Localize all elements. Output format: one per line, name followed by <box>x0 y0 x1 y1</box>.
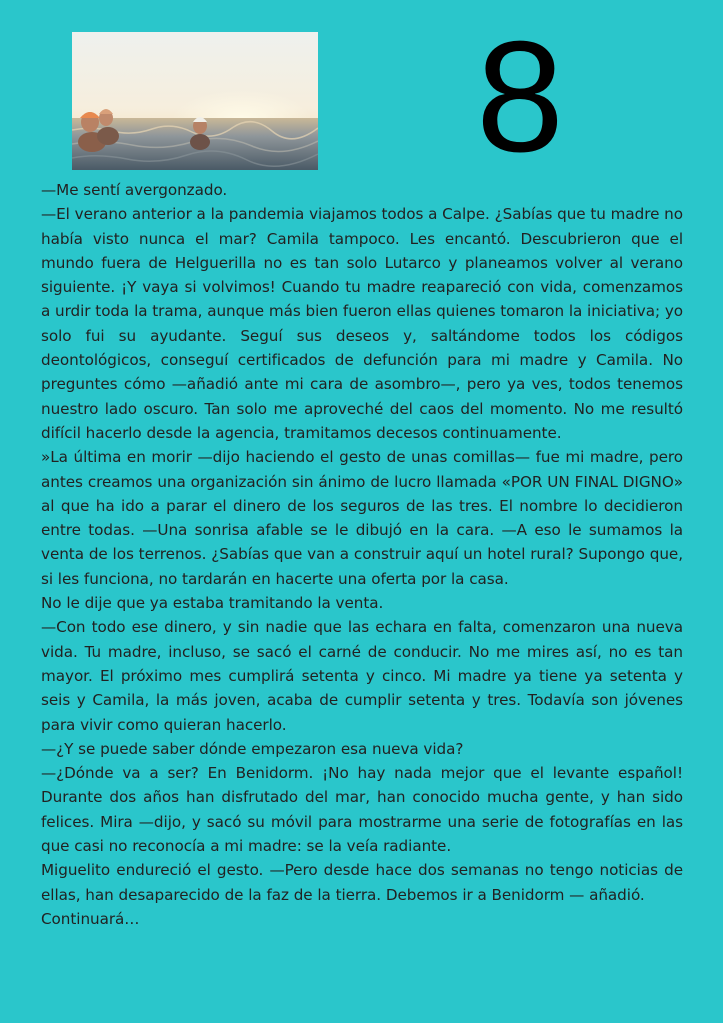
paragraph: —Con todo ese dinero, y sin nadie que las echara en falta, comenzaron una nueva vida. Tu madre, incluso, se sacó el carné de conducir. No me mires así, no es tan mayor. El próximo mes cumplirá setenta y cinco. Mi madre ya tiene ya setenta y seis y Camila, la más joven, acaba de cumplir setenta y tres. Todavía son jóvenes para vivir como quieran hacerlo. <box>41 618 683 734</box>
swimmers-photo <box>72 32 318 170</box>
story-text <box>41 178 683 931</box>
paragraph: —¿Y se puede saber dónde empezaron esa nueva vida? <box>41 739 464 758</box>
paragraph: No le dije que ya estaba tramitando la venta. <box>41 594 384 613</box>
paragraph: —Me sentí avergonzado. <box>41 181 228 199</box>
chapter-number: 8 <box>476 9 564 185</box>
paragraph: »La última en morir —dijo haciendo el gesto de unas comillas— fue mi madre, pero antes creamos una organización sin ánimo de lucro llamada «POR UN FINAL DIGNO» al que ha ido a parar el dinero de los seguros de las tres. El nombre lo decidieron entre todas. —Una sonrisa afable se le dibujó en la cara. —A eso le sumamos la venta de los terrenos. ¿Sabías que van a construir aquí un hotel rural? Supongo que, si les funciona, no tardarán en hacerte una oferta por la casa. <box>41 448 683 588</box>
sea-swimmers-illustration <box>72 32 318 170</box>
paragraph: Miguelito endureció el gesto. —Pero desde hace dos semanas no tengo noticias de ellas, han desaparecido de la faz de la tierra. Debemos ir a Benidorm — añadió. <box>41 861 683 904</box>
paragraph: —El verano anterior a la pandemia viajamos todos a Calpe. ¿Sabías que tu madre no había visto nunca el mar? Camila tampoco. Les encantó. Descubrieron que el mundo fuera de Helguerilla no es tan solo Lutarco y planeamos volver al verano siguiente. ¡Y vaya si volvimos! Cuando tu madre reapareció con vida, comenzamos a urdir toda la trama, aunque más bien fueron ellas quienes tomaron la iniciativa; yo solo fui su ayudante. Seguí sus deseos y, saltándome todos los códigos deontológicos, conseguí certificados de defunción para mi madre y Camila. No preguntes cómo —añadió ante mi cara de asombro—, pero ya ves, todos tenemos nuestro lado oscuro. Tan solo me aproveché del caos del momento. No me resultó difícil hacerlo desde la agencia, tramitamos decesos continuamente. <box>41 205 683 442</box>
paragraph: Continuará… <box>41 909 140 928</box>
paragraph: —¿Dónde va a ser? En Benidorm. ¡No hay nada mejor que el levante español! Durante dos años han disfrutado del mar, han conocido mucha gente, y han sido felices. Mira —dijo, y sacó su móvil para mostrarme una serie de fotografías en las que casi no reconocía a mi madre: se la veía radiante. <box>41 764 683 856</box>
